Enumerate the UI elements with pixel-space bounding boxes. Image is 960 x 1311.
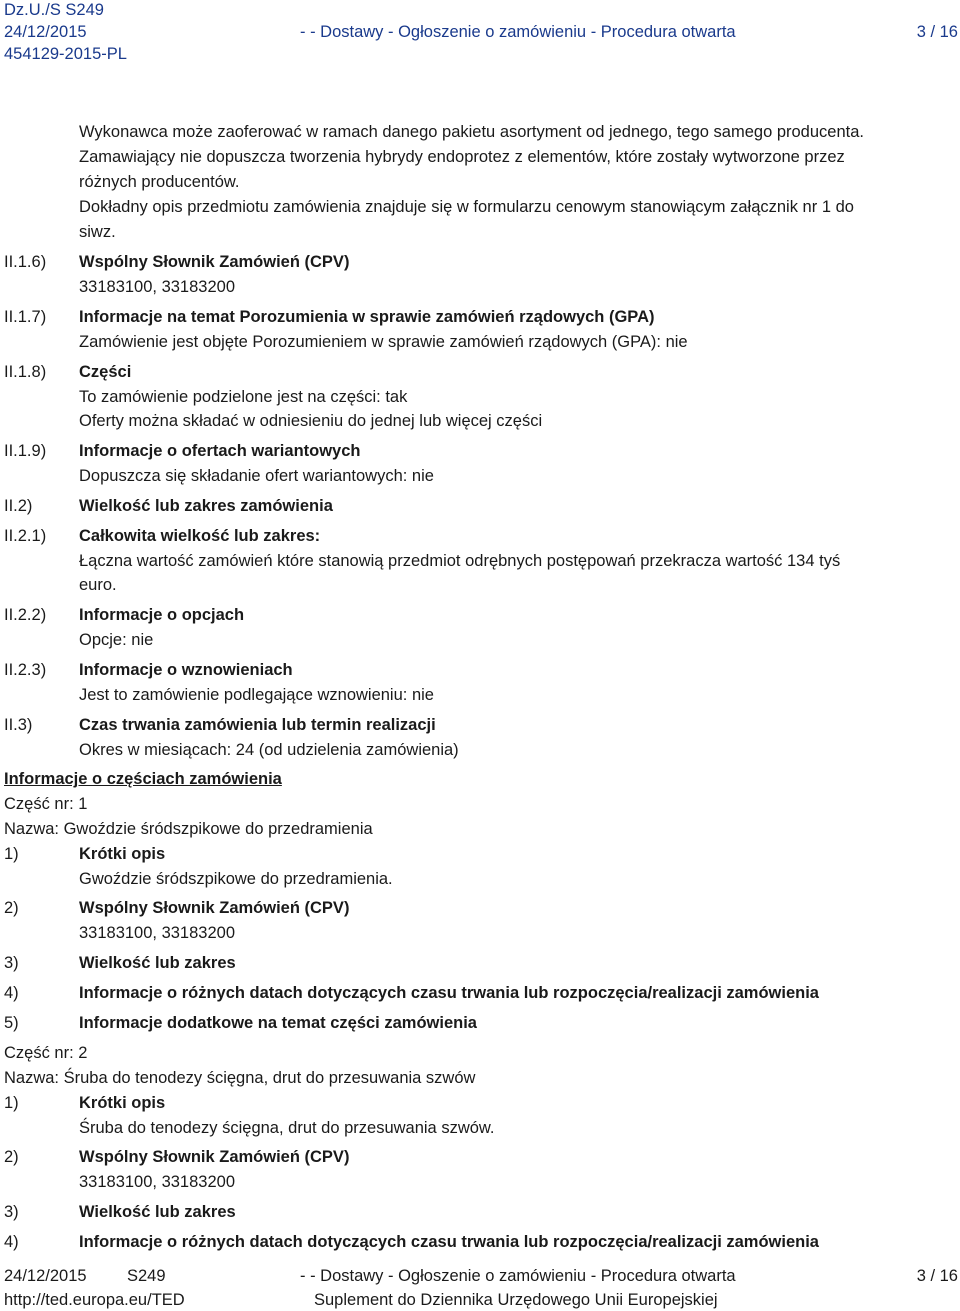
section-heading: Czas trwania zamówienia lub termin realizacji (79, 716, 436, 734)
footer-url-link[interactable]: http://ted.europa.eu/TED (4, 1291, 185, 1309)
item-heading: Informacje o różnych datach dotyczących czasu trwania lub rozpoczęcia/realizacji zamówienia (79, 1233, 819, 1251)
item-number: 1) (4, 1094, 19, 1112)
footer-issue: S249 (127, 1267, 166, 1285)
header-date: 24/12/2015 (4, 23, 87, 41)
section-text: Okres w miesiącach: 24 (od udzielenia zamówienia) (79, 741, 459, 759)
section-number: II.2.3) (4, 661, 47, 679)
section-text: To zamówienie podzielone jest na części: tak (79, 388, 408, 406)
item-text: Śruba do tenodezy ścięgna, drut do przesuwania szwów. (79, 1119, 495, 1137)
section-heading: Informacje o opcjach (79, 606, 245, 624)
part-name: Nazwa: Śruba do tenodezy ścięgna, drut do przesuwania szwów (4, 1069, 476, 1087)
item-heading: Wielkość lub zakres (79, 954, 236, 972)
journal-ref: Dz.U./S S249 (4, 1, 104, 19)
section-number: II.1.7) (4, 308, 47, 326)
section-text: Dopuszcza się składanie ofert wariantowych: nie (79, 467, 434, 485)
section-heading: Części (79, 363, 132, 381)
footer-page: 3 / 16 (916, 1267, 958, 1285)
item-heading: Krótki opis (79, 1094, 166, 1112)
item-heading: Informacje o różnych datach dotyczących czasu trwania lub rozpoczęcia/realizacji zamówienia (79, 984, 819, 1002)
section-text: Opcje: nie (79, 631, 154, 649)
intro-line: Dokładny opis przedmiotu zamówienia znajduje się w formularzu cenowym stanowiącym załącznik nr 1 do (79, 198, 854, 216)
section-number: II.1.9) (4, 442, 47, 460)
item-heading: Wspólny Słownik Zamówień (CPV) (79, 1148, 350, 1166)
section-number: II.2) (4, 497, 33, 515)
intro-line: Wykonawca może zaoferować w ramach danego pakietu asortyment od jednego, tego samego producenta. (79, 123, 864, 141)
header-page: 3 / 16 (916, 23, 958, 41)
item-number: 1) (4, 845, 19, 863)
footer-supplement: Suplement do Dziennika Urzędowego Unii Europejskiej (314, 1291, 718, 1309)
notice-id: 454129-2015-PL (4, 45, 127, 63)
section-heading: Informacje na temat Porozumienia w sprawie zamówień rządowych (GPA) (79, 308, 655, 326)
item-text: 33183100, 33183200 (79, 1173, 235, 1191)
item-number: 2) (4, 1148, 19, 1166)
part-number: Część nr: 2 (4, 1044, 88, 1062)
section-number: II.2.2) (4, 606, 47, 624)
intro-line: różnych producentów. (79, 173, 240, 191)
item-text: Gwoździe śródszpikowe do przedramienia. (79, 870, 393, 888)
item-number: 2) (4, 899, 19, 917)
item-number: 3) (4, 954, 19, 972)
part-name: Nazwa: Gwoździe śródszpikowe do przedramienia (4, 820, 373, 838)
section-heading: Informacje o ofertach wariantowych (79, 442, 361, 460)
section-heading: Całkowita wielkość lub zakres: (79, 527, 321, 545)
section-number: II.1.6) (4, 253, 47, 271)
item-number: 3) (4, 1203, 19, 1221)
intro-line: siwz. (79, 223, 116, 241)
section-text: Jest to zamówienie podlegające wznowieniu: nie (79, 686, 434, 704)
section-heading: Wielkość lub zakres zamówienia (79, 497, 333, 515)
section-number: II.1.8) (4, 363, 47, 381)
item-number: 4) (4, 1233, 19, 1251)
footer-date: 24/12/2015 (4, 1267, 87, 1285)
section-text: 33183100, 33183200 (79, 278, 235, 296)
part-number: Część nr: 1 (4, 795, 88, 813)
header-title: - - Dostawy - Ogłoszenie o zamówieniu - Procedura otwarta (300, 23, 736, 41)
item-heading: Wspólny Słownik Zamówień (CPV) (79, 899, 350, 917)
section-heading: Informacje o wznowieniach (79, 661, 293, 679)
intro-line: Zamawiający nie dopuszcza tworzenia hybrydy endoprotez z elementów, które zostały wytworzone przez (79, 148, 845, 166)
section-number: II.2.1) (4, 527, 47, 545)
section-text: Łączna wartość zamówień które stanowią przedmiot odrębnych postępowań przekracza wartość 134 tyś (79, 552, 841, 570)
item-number: 5) (4, 1014, 19, 1032)
footer-title: - - Dostawy - Ogłoszenie o zamówieniu - Procedura otwarta (300, 1267, 736, 1285)
item-heading: Wielkość lub zakres (79, 1203, 236, 1221)
parts-title: Informacje o częściach zamówienia (4, 770, 282, 788)
item-heading: Informacje dodatkowe na temat części zamówienia (79, 1014, 477, 1032)
item-text: 33183100, 33183200 (79, 924, 235, 942)
section-text: Oferty można składać w odniesieniu do jednej lub więcej części (79, 412, 543, 430)
section-number: II.3) (4, 716, 33, 734)
section-text: euro. (79, 576, 117, 594)
section-text: Zamówienie jest objęte Porozumieniem w sprawie zamówień rządowych (GPA): nie (79, 333, 688, 351)
item-heading: Krótki opis (79, 845, 166, 863)
item-number: 4) (4, 984, 19, 1002)
section-heading: Wspólny Słownik Zamówień (CPV) (79, 253, 350, 271)
